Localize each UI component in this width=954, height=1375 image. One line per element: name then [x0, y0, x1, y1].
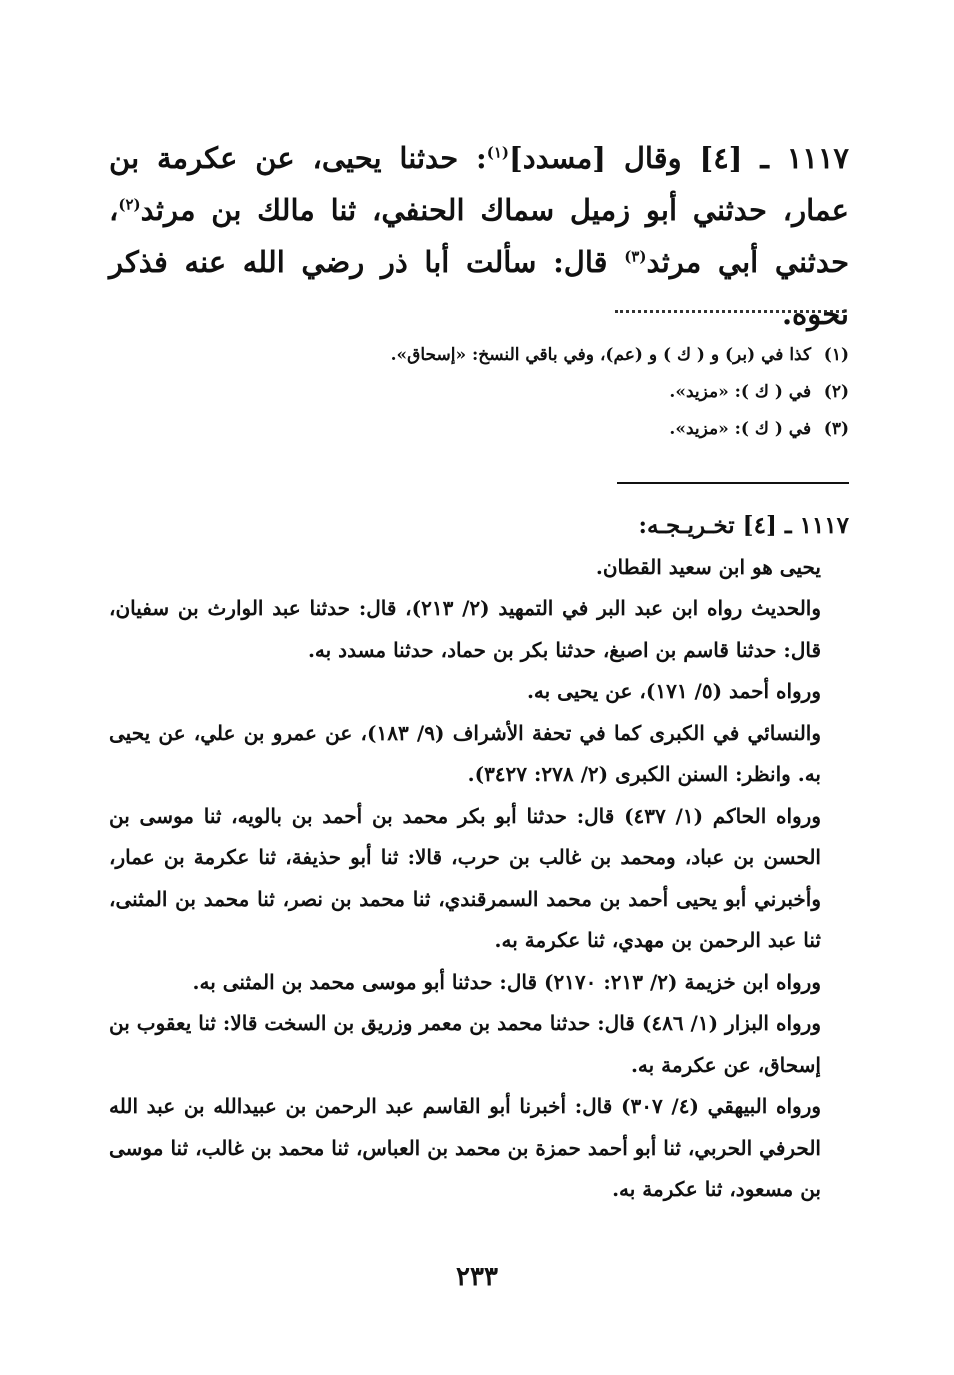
footnote-separator [615, 310, 845, 315]
hadith-segment: ١١١٧ ـ [٤] وقال [مسدد] [509, 141, 849, 175]
hadith-segment: : حدثنا يحيى، عن عكرمة بن عمار، حدثني أبو زميل سماك الحنفي، ثنا مالك بن مرثد [109, 141, 849, 227]
footnote-text: في ( ك ): «مزيد». [669, 419, 812, 439]
footnote-item [109, 411, 849, 448]
footnote-number: (٣) [823, 419, 849, 439]
section-divider [617, 482, 849, 484]
footnote-number: (٢) [823, 382, 849, 402]
footnote-ref: (١) [486, 143, 510, 162]
footnote-item [109, 337, 849, 374]
footnote-number: (١) [823, 345, 849, 365]
takhrij-paragraph: يحيى هو ابن سعيد القطان. [595, 554, 821, 579]
takhrij-paragraph: ورواه ابن خزيمة (٢/ ٢١٣: ٢١٧٠) قال: حدثنا أبو موسى محمد بن المثنى به. [192, 969, 821, 994]
footnote-ref: (٢) [118, 195, 141, 214]
hadith-text [109, 132, 849, 340]
hadith-segment: ، حدثني أبي مرثد [109, 193, 849, 279]
hadith-segment: قال: سألت أبا ذر رضي الله عنه فذكر نحوه. [109, 245, 849, 331]
footnotes [109, 337, 849, 448]
takhrij-paragraph: ورواه البيهقي (٤/ ٣٠٧) قال: أخبرنا أبو القاسم عبد الرحمن بن عبيدالله بن عبد الله الحرفي الحربي، ثنا أبو أحمد حمزة بن محمد بن العباس، ثنا محمد بن غالب، ثنا موسى بن مسعود، ثنا عكرمة به. [109, 1094, 822, 1201]
takhrij-paragraph: ورواه أحمد (٥/ ١٧١)، عن يحيى به. [526, 679, 821, 703]
footnote-text: كذا في (بر) و ( ك ) و (عم)، وفي باقي النسخ: «إسحاق». [390, 345, 812, 365]
footnote-ref: (٣) [624, 247, 647, 266]
takhrij-paragraph: ورواه الحاكم (١/ ٤٣٧) قال: حدثنا أبو بكر محمد بن أحمد بن بالويه، ثنا موسى بن الحسن بن عباد، ومحمد بن غالب بن حرب، قالا: ثنا أبو حذيفة، ثنا عكرمة بن عمار، وأخبرني أبو يحيى أحمد بن محمد السمرقندي، ثنا محمد بن نصر، ثنا محمد بن المثنى، ثنا عبد الرحمن بن مهدي، ثنا عكرمة به. [109, 803, 821, 952]
footnote-item [109, 374, 849, 411]
takhrij-section [109, 505, 849, 1211]
takhrij-paragraph: والنسائي في الكبرى كما في تحفة الأشراف (٩/ ١٨٣)، عن عمرو بن علي، عن يحيى به. وانظر: السنن الكبرى (٢/ ٢٧٨: ٣٤٢٧). [109, 720, 822, 786]
takhrij-paragraph: ورواه البزار (١/ ٤٨٦) قال: حدثنا محمد بن معمر وزريق بن السخت قالا: ثنا يعقوب بن إسحاق، عن عكرمة به. [109, 1011, 821, 1077]
footnote-text: في ( ك ): «مزيد». [669, 382, 812, 402]
takhrij-heading: ١١١٧ ـ [٤] تخـريـجـه: [638, 512, 849, 539]
takhrij-paragraph: والحديث رواه ابن عبد البر في التمهيد (٢/ ٢١٣)، قال: حدثنا عبد الوارث بن سفيان، قال: حدثنا قاسم بن اصبغ، حدثنا بكر بن حماد، حدثنا مسدد به. [109, 596, 821, 662]
page-number: ٢٣٣ [456, 1262, 498, 1292]
